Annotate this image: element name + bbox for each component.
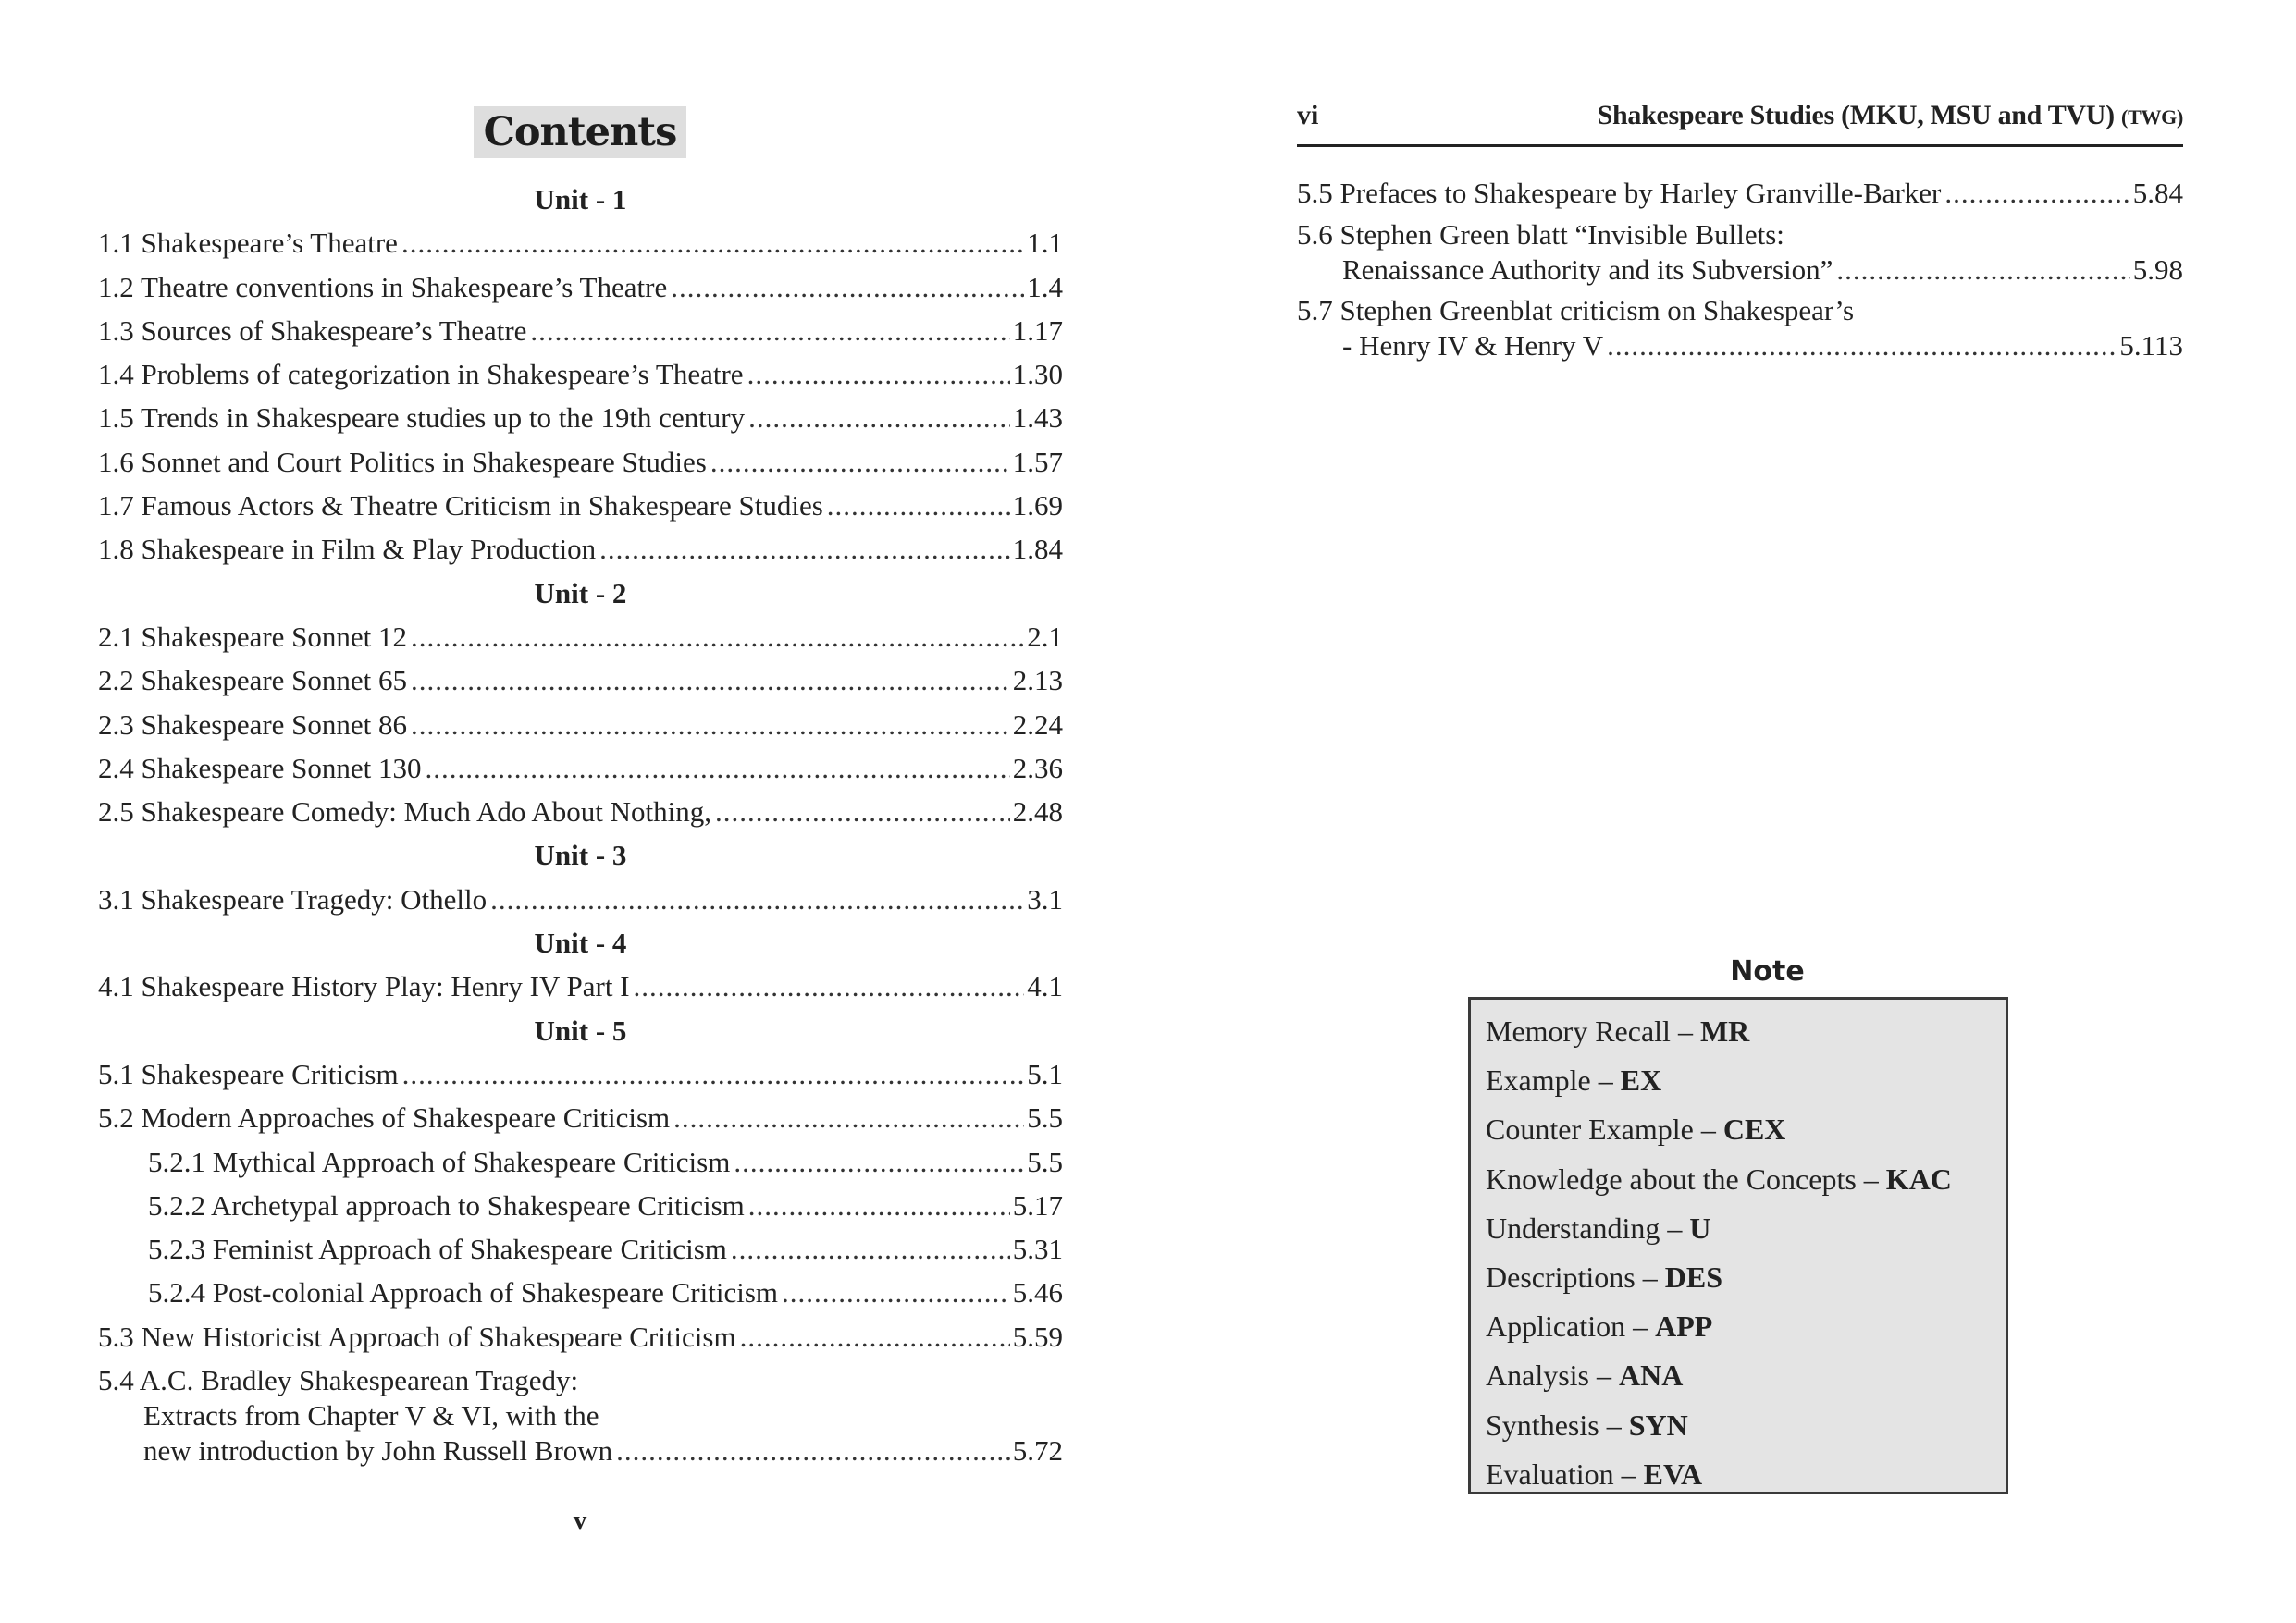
dot-leader [671,265,1024,309]
note-abbreviation: MR [1699,1014,1750,1048]
toc-entry[interactable] [98,703,1063,746]
unit-heading: Unit - 5 [534,1014,627,1047]
dot-leader [490,878,1024,921]
toc-page-number: 5.72 [1012,1434,1063,1468]
note-item [1486,1105,2006,1154]
dot-leader [827,484,1010,527]
note-item [1486,1450,2006,1499]
note-label: Understanding – [1486,1211,1683,1245]
note-label: Memory Recall – [1486,1014,1693,1048]
toc-page-number: 1.1 [1027,227,1063,260]
note-abbreviation: DES [1664,1260,1722,1294]
note-label: Evaluation – [1486,1457,1636,1491]
toc-entry-title: 5.2 Modern Approaches of Shakespeare Criticism [98,1101,671,1135]
dot-leader [599,527,1010,571]
right-page [1148,0,2296,1623]
toc-page-number: 4.1 [1027,970,1063,1003]
toc-page-number: 2.1 [1027,620,1063,653]
toc-page-number: 5.5 [1027,1145,1063,1178]
toc-entry-title: 4.1 Shakespeare History Play: Henry IV Part I [98,970,630,1003]
toc-page-number: 5.1 [1027,1057,1063,1090]
note-abbreviation: CEX [1722,1113,1786,1147]
toc-page-number: 5.17 [1012,1188,1063,1222]
unit-heading: Unit - 3 [534,839,627,872]
toc-entry-multiline[interactable] [1297,217,2183,288]
toc-page-number: 2.13 [1012,664,1063,697]
note-item [1486,1204,2006,1253]
toc-subentry[interactable] [98,1227,1063,1271]
toc-entry-last-line [1297,328,2183,363]
dot-leader [673,1096,1024,1139]
contents-title: Contents [474,106,686,158]
toc-page-number: 1.30 [1012,358,1063,391]
toc-subentry[interactable] [98,1271,1063,1314]
dot-leader [426,746,1010,790]
toc-entry[interactable] [98,265,1063,309]
table-of-contents-continued [1297,175,2183,363]
note-label: Counter Example – [1486,1113,1716,1147]
toc-entry-title: 5.2.1 Mythical Approach of Shakespeare Criticism [148,1145,731,1178]
toc-entry-title: 5.2.3 Feminist Approach of Shakespeare Criticism [148,1233,727,1266]
toc-page-number: 1.43 [1012,401,1063,435]
toc-page-number: 5.84 [2132,177,2183,209]
dot-leader [1836,252,2129,288]
note-abbreviation: KAC [1885,1162,1952,1196]
note-abbreviation: ANA [1619,1359,1684,1393]
toc-entry-title: 1.1 Shakespeare’s Theatre [98,227,398,260]
toc-entry-title: 1.8 Shakespeare in Film & Play Production [98,533,597,566]
note-title: Note [1730,955,1805,988]
toc-page-number: 1.69 [1012,489,1063,523]
toc-page-number: 2.36 [1012,751,1063,784]
toc-page-number: 1.17 [1012,314,1063,347]
note-label: Analysis – [1486,1359,1611,1393]
toc-page-number: 5.98 [2132,253,2183,286]
note-label: Example – [1486,1064,1613,1098]
toc-entry-title: 2.4 Shakespeare Sonnet 130 [98,751,422,784]
toc-page-number: 2.24 [1012,707,1063,741]
toc-entry[interactable] [98,790,1063,833]
toc-entry[interactable] [98,440,1063,484]
toc-page-number: 1.84 [1012,533,1063,566]
toc-entry-title: 1.4 Problems of categorization in Shakespeare’s Theatre [98,358,744,391]
toc-entry-title: 2.3 Shakespeare Sonnet 86 [98,707,408,741]
toc-page-number: 5.31 [1012,1233,1063,1266]
book-title [1598,100,2183,131]
toc-page-number: 5.113 [2119,329,2183,362]
dot-leader [411,658,1010,702]
toc-page-number: 3.1 [1027,882,1063,916]
toc-entry[interactable] [98,221,1063,264]
note-abbreviation: U [1689,1211,1711,1245]
toc-entry-title-line: 5.7 Stephen Greenblat criticism on Shakespear’s [1297,294,1855,326]
note-abbreviation: SYN [1628,1408,1688,1442]
unit-heading: Unit - 2 [534,576,627,609]
toc-entry-title: 1.2 Theatre conventions in Shakespeare’s Theatre [98,270,668,303]
toc-entry-title: 2.1 Shakespeare Sonnet 12 [98,620,408,653]
toc-entry-title: 2.2 Shakespeare Sonnet 65 [98,664,408,697]
note-item [1486,1056,2006,1105]
toc-entry-title: 5.5 Prefaces to Shakespeare by Harley Granville-Barker [1297,177,1942,209]
note-label: Application – [1486,1309,1648,1344]
dot-leader [1607,328,2117,363]
toc-page-number: 5.59 [1012,1320,1063,1353]
toc-page-number: 2.48 [1012,795,1063,829]
toc-entry[interactable] [98,746,1063,790]
toc-page-number: 1.57 [1012,445,1063,478]
toc-entry[interactable] [98,396,1063,439]
book-title-suffix: (TWG) [2121,105,2183,129]
dot-leader [530,309,1009,352]
dot-leader [616,1433,1010,1469]
dot-leader [782,1271,1010,1314]
dot-leader [748,396,1010,439]
toc-subentry[interactable] [98,1140,1063,1184]
toc-subentry[interactable] [98,1184,1063,1227]
note-item [1486,1401,2006,1450]
toc-page-number: 1.4 [1027,270,1063,303]
note-box [1468,997,2008,1494]
dot-leader [748,1184,1010,1227]
dot-leader [401,221,1024,264]
toc-entry[interactable] [98,484,1063,527]
dot-leader [715,790,1010,833]
note-item [1486,1302,2006,1351]
dot-leader [1944,175,2129,212]
note-abbreviation: APP [1655,1309,1713,1344]
toc-entry-last-line [1297,252,2183,288]
toc-entry[interactable] [98,965,1063,1008]
dot-leader [634,965,1025,1008]
note-label: Synthesis – [1486,1408,1622,1442]
toc-entry[interactable] [98,1052,1063,1096]
page-number-left: v [573,1506,587,1535]
toc-entry[interactable] [98,1315,1063,1359]
note-item [1486,1155,2006,1204]
toc-entry-title: 1.7 Famous Actors & Theatre Criticism in Shakespeare Studies [98,489,823,523]
toc-entry-title-line: - Henry IV & Henry V [1342,329,1604,362]
dot-leader [411,615,1024,658]
toc-entry-title: 1.6 Sonnet and Court Politics in Shakespeare Studies [98,445,707,478]
toc-entry-title-line: Renaissance Authority and its Subversion” [1342,253,1833,286]
toc-entry-title-line: 5.6 Stephen Green blatt “Invisible Bullets: [1297,218,1784,251]
dot-leader [710,440,1010,484]
note-item [1486,1007,2006,1056]
toc-entry-title: 1.5 Trends in Shakespeare studies up to the 19th century [98,401,746,435]
toc-entry[interactable] [98,878,1063,921]
toc-entry-title: 5.1 Shakespeare Criticism [98,1057,399,1090]
dot-leader [402,1052,1025,1096]
toc-entry[interactable] [98,615,1063,658]
running-header [1297,100,2183,147]
toc-entry-title-line: Extracts from Chapter V & VI, with the [143,1399,599,1432]
toc-entry-title: 1.3 Sources of Shakespeare’s Theatre [98,314,527,347]
toc-entry-title-line: new introduction by John Russell Brown [143,1434,613,1468]
toc-page-number: 5.5 [1027,1101,1063,1135]
note-abbreviation: EX [1620,1064,1662,1098]
toc-entry-title: 5.3 New Historicist Approach of Shakespeare Criticism [98,1320,736,1353]
unit-heading: Unit - 4 [534,927,627,960]
toc-entry-title: 5.2.2 Archetypal approach to Shakespeare Criticism [148,1188,745,1222]
book-title-text: Shakespeare Studies (MKU, MSU and TVU) [1597,100,2115,130]
table-of-contents [98,178,1063,1469]
note-item [1486,1253,2006,1302]
dot-leader [747,352,1010,396]
unit-heading: Unit - 1 [534,183,627,215]
dot-leader [411,703,1010,746]
note-abbreviation: EVA [1643,1457,1703,1491]
dot-leader [740,1315,1010,1359]
toc-entry-title: 3.1 Shakespeare Tragedy: Othello [98,882,488,916]
toc-entry-title-line: 5.4 A.C. Bradley Shakespearean Tragedy: [98,1364,579,1397]
note-label: Descriptions – [1486,1260,1658,1294]
note-item [1486,1351,2006,1400]
toc-entry-last-line [98,1433,1063,1469]
toc-entry-title: 5.2.4 Post-colonial Approach of Shakespeare Criticism [148,1276,779,1309]
toc-page-number: 5.46 [1012,1276,1063,1309]
dot-leader [734,1140,1024,1184]
toc-entry[interactable] [1297,175,2183,212]
toc-entry[interactable] [98,527,1063,571]
toc-entry[interactable] [98,1096,1063,1139]
note-label: Knowledge about the Concepts – [1486,1162,1879,1196]
toc-entry-multiline[interactable] [98,1363,1063,1469]
toc-entry[interactable] [98,352,1063,396]
toc-entry-title: 2.5 Shakespeare Comedy: Much Ado About Nothing, [98,795,711,829]
toc-entry[interactable] [98,309,1063,352]
toc-entry-multiline[interactable] [1297,293,2183,363]
toc-entry[interactable] [98,658,1063,702]
page-number-right: vi [1297,100,1319,130]
dot-leader [731,1227,1010,1271]
